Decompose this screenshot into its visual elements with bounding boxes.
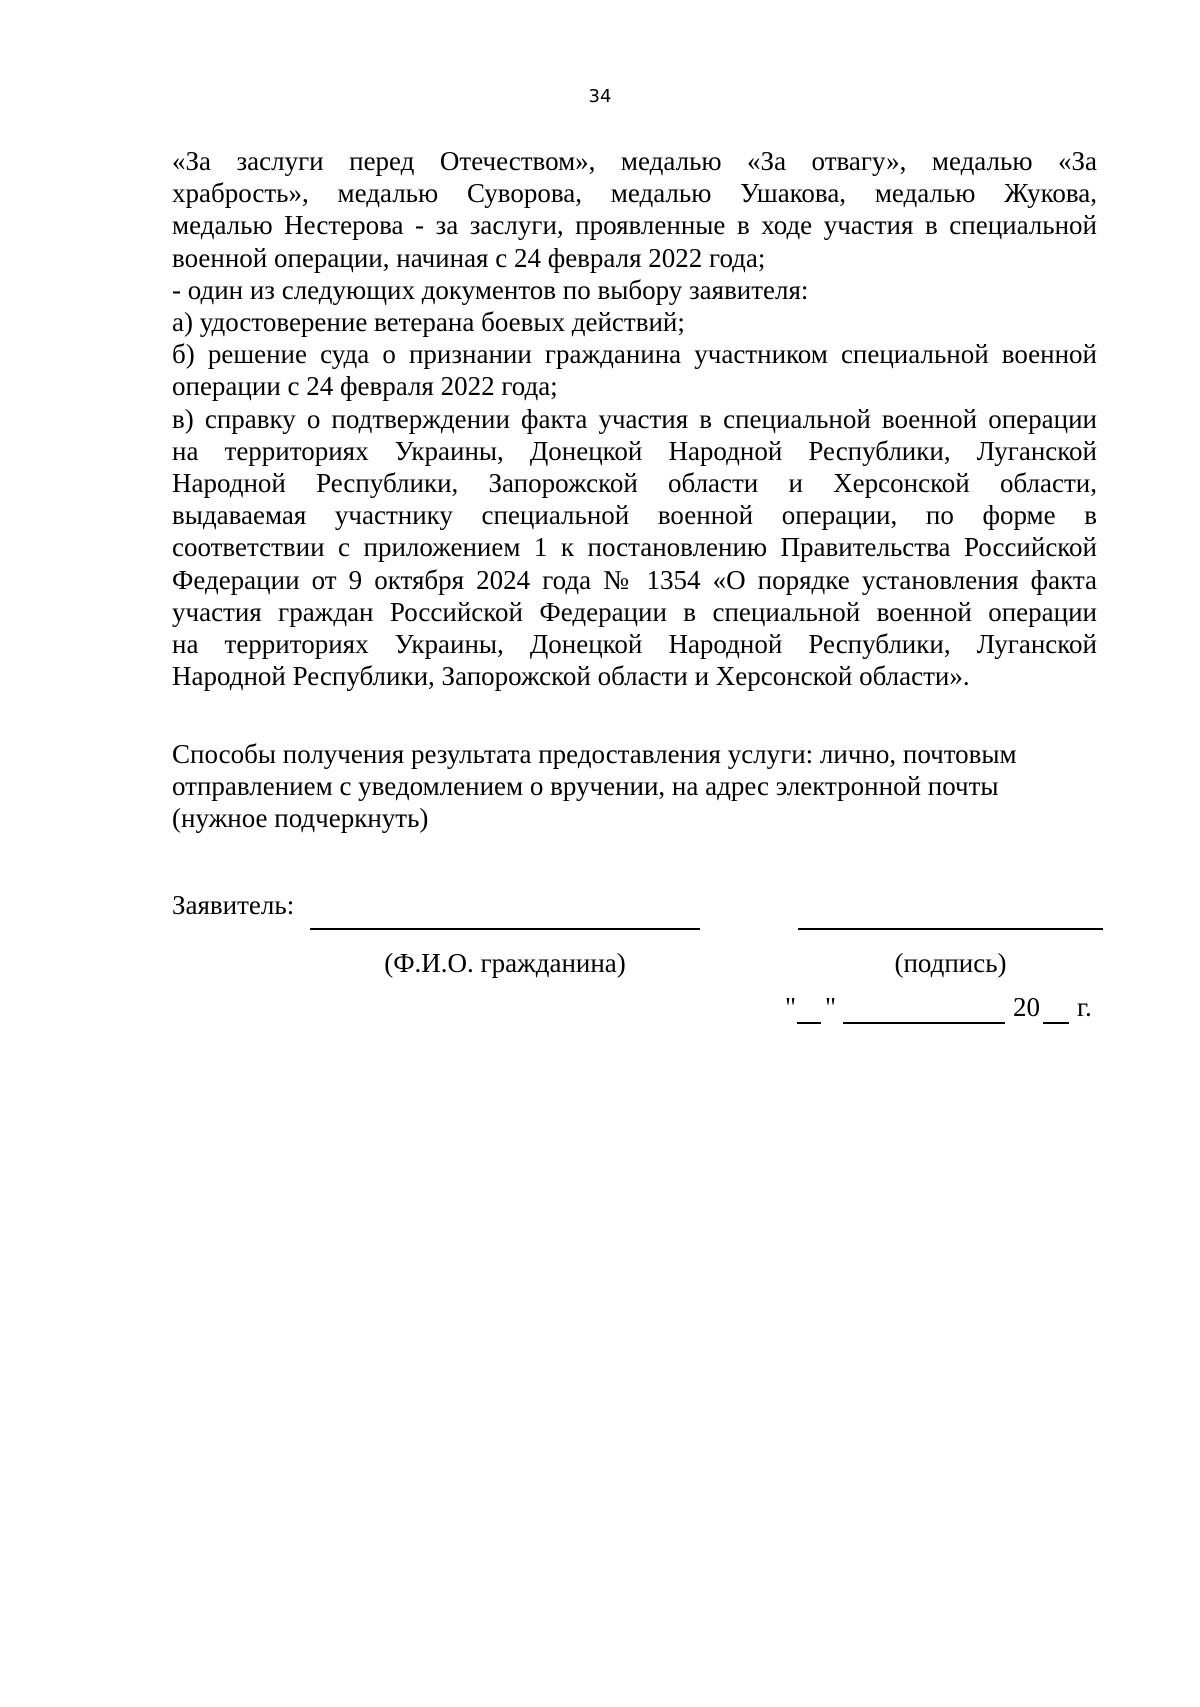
body-line: операции с 24 февраля 2022 года; <box>172 371 558 402</box>
month-blank <box>843 1022 1005 1024</box>
delivery-line: (нужное подчеркнуть) <box>172 803 429 834</box>
body-line: Народной Республики, Запорожской области и Херсонской области». <box>172 661 970 692</box>
body-line: - один из следующих документов по выбору заявителя: <box>172 274 809 305</box>
year-blank <box>1043 1022 1069 1024</box>
applicant-label: Заявитель: <box>172 890 295 920</box>
body-line: б) решение суда о признании гражданина участником специальной военной <box>172 339 1097 370</box>
name-caption: (Ф.И.О. гражданина) <box>384 948 626 978</box>
body-line: медалью Нестерова - за заслуги, проявленные в ходе участия в специальной <box>172 210 1097 241</box>
date-line <box>785 992 1105 1032</box>
body-line: военной операции, начиная с 24 февраля 2022 года; <box>172 242 766 273</box>
date-quote-open: " <box>785 992 797 1022</box>
name-signature-line <box>310 928 700 930</box>
delivery-methods <box>172 738 1097 835</box>
page-number: 34 <box>588 86 612 107</box>
body-line: «За заслуги перед Отечеством», медалью «За отвагу», медалью «За <box>172 146 1097 176</box>
body-line: участия граждан Российской Федерации в специальной военной операции <box>172 596 1097 627</box>
date-quote-close: " <box>825 992 837 1022</box>
delivery-line: отправлением с уведомлением о вручении, на адрес электронной почты <box>172 771 999 802</box>
signature-line <box>798 928 1103 930</box>
signature-caption: (подпись) <box>894 948 1007 978</box>
body-line: Народной Республики, Запорожской области и Херсонской области, <box>172 468 1097 499</box>
body-line: на территориях Украины, Донецкой Народной Республики, Луганской <box>172 435 1097 466</box>
body-line: храбрость», медалью Суворова, медалью Ушакова, медалью Жукова, <box>172 178 1097 209</box>
delivery-line: Способы получения результата предоставления услуги: лично, почтовым <box>172 739 1017 769</box>
body-text <box>172 145 1097 692</box>
year-suffix: г. <box>1077 992 1092 1022</box>
body-line: Федерации от 9 октября 2024 года № 1354 «О порядке установления факта <box>172 564 1097 595</box>
body-line: в) справку о подтверждении факта участия в специальной военной операции <box>172 403 1097 434</box>
year-prefix: 20 <box>1013 992 1040 1022</box>
body-line: выдаваемая участнику специальной военной операции, по форме в <box>172 500 1097 531</box>
body-line: а) удостоверение ветерана боевых действий; <box>172 307 685 338</box>
body-line: на территориях Украины, Донецкой Народной Республики, Луганской <box>172 629 1097 660</box>
body-line: соответствии с приложением 1 к постановлению Правительства Российской <box>172 532 1097 563</box>
day-blank <box>797 1022 821 1024</box>
